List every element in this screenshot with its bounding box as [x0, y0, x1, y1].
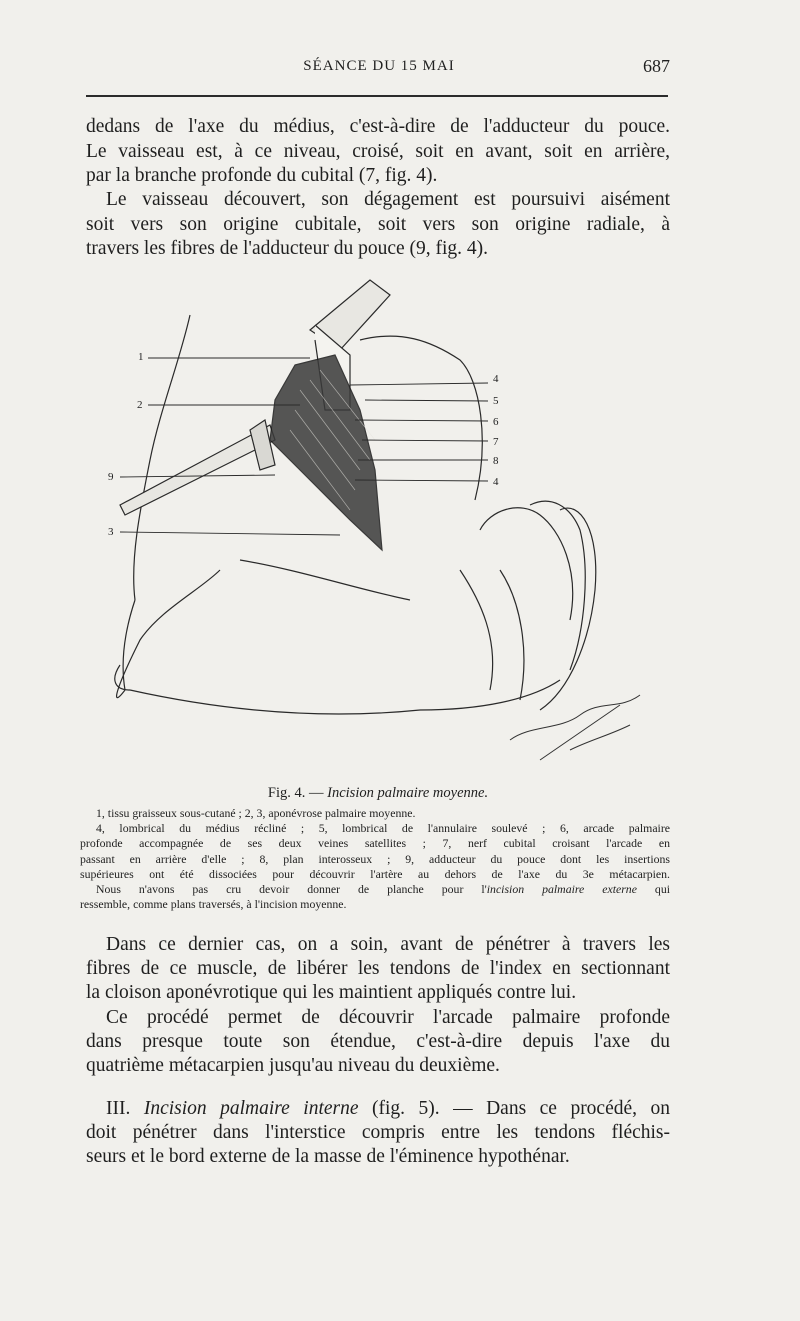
- legend-line: supérieures ont été dissociées pour découvrir l'artère au dehors de l'axe du 3e métacarpien.: [80, 866, 670, 881]
- text-line: Ce procédé permet de découvrir l'arcade palmaire profonde: [106, 1007, 670, 1028]
- header-rule: [86, 95, 668, 97]
- fig-label-4: 4: [493, 373, 499, 385]
- paragraph-4: [86, 1006, 670, 1079]
- text-line: dans presque toute son étendue, c'est-à-dire depuis l'axe du: [86, 1031, 670, 1053]
- fig-label-2: 2: [137, 399, 143, 411]
- text-line: par la branche profonde du cubital (7, fig. 4).: [86, 165, 438, 187]
- figure-caption-title: [86, 785, 670, 802]
- figure-legend: [80, 806, 670, 912]
- fig-label-7: 7: [493, 436, 499, 448]
- fig-title: Incision palmaire moyenne.: [327, 785, 489, 801]
- fig-label: Fig. 4.: [267, 785, 306, 801]
- text-line: la cloison aponévrotique qui les maintient appliqués contre lui.: [86, 982, 577, 1004]
- paragraph-3: [86, 933, 670, 1006]
- running-title: SÉANCE DU 15 MAI: [303, 58, 455, 74]
- legend-note: Nous n'avons pas cru devoir donner de planche pour l'incision palmaire externe qui: [96, 882, 671, 897]
- page-number: 687: [643, 56, 670, 76]
- running-head: [88, 58, 670, 88]
- legend-line: passant en arrière d'elle ; 8, plan interosseux ; 9, adducteur du pouce dont les insertions: [80, 851, 670, 866]
- text-line: Le vaisseau découvert, son dégagement est poursuivi aisément: [106, 189, 670, 210]
- hand-dissection-drawing: [100, 270, 680, 780]
- text-line: III. Incision palmaire interne (fig. 5). — Dans ce procédé, on: [106, 1098, 671, 1119]
- legend-note-line2: ressemble, comme plans traversés, à l'incision moyenne.: [80, 897, 347, 912]
- fig-label-5: 5: [493, 395, 499, 407]
- paragraph-2: [86, 188, 670, 262]
- legend-line: profonde accompagnée de ses deux veines satellites ; 7, nerf cubital croisant l'arcade en: [80, 836, 670, 851]
- legend-line: 1, tissu graisseux sous-cutané ; 2, 3, aponévrose palmaire moyenne.: [96, 806, 416, 820]
- anatomical-figure: [100, 270, 680, 780]
- fig-label-8: 8: [493, 455, 499, 467]
- text-line: doit pénétrer dans l'interstice compris entre les tendons fléchis-: [86, 1122, 670, 1144]
- legend-line: 4, lombrical du médius récliné ; 5, lombrical de l'annulaire soulevé ; 6, arcade palmaire: [96, 821, 670, 836]
- text-line: Dans ce dernier cas, on a soin, avant de pénétrer à travers les: [106, 934, 670, 955]
- text-line: soit vers son origine cubitale, soit vers son origine radiale, à: [86, 213, 670, 235]
- fig-dash: —: [309, 785, 328, 801]
- fig-label-6: 6: [493, 416, 499, 428]
- text-line: fibres de ce muscle, de libérer les tendons de l'index en sectionnant: [86, 958, 670, 980]
- paragraph-1: [86, 115, 670, 189]
- text-line: travers les fibres de l'adducteur du pouce (9, fig. 4).: [86, 238, 489, 260]
- text-line: dedans de l'axe du médius, c'est-à-dire de l'adducteur du pouce.: [86, 116, 670, 137]
- fig-label-9: 9: [108, 471, 114, 483]
- artist-signature: [510, 695, 640, 760]
- text-line: Le vaisseau est, à ce niveau, croisé, soit en avant, soit en arrière,: [86, 140, 670, 162]
- fig-label-3: 3: [108, 526, 114, 538]
- text-line: quatrième métacarpien jusqu'au niveau du deuxième.: [86, 1055, 500, 1077]
- fig-label-1: 1: [138, 351, 144, 363]
- fig-label-4b: 4: [493, 476, 499, 488]
- text-line: seurs et le bord externe de la masse de l'éminence hypothénar.: [86, 1146, 570, 1168]
- paragraph-5: [86, 1097, 670, 1170]
